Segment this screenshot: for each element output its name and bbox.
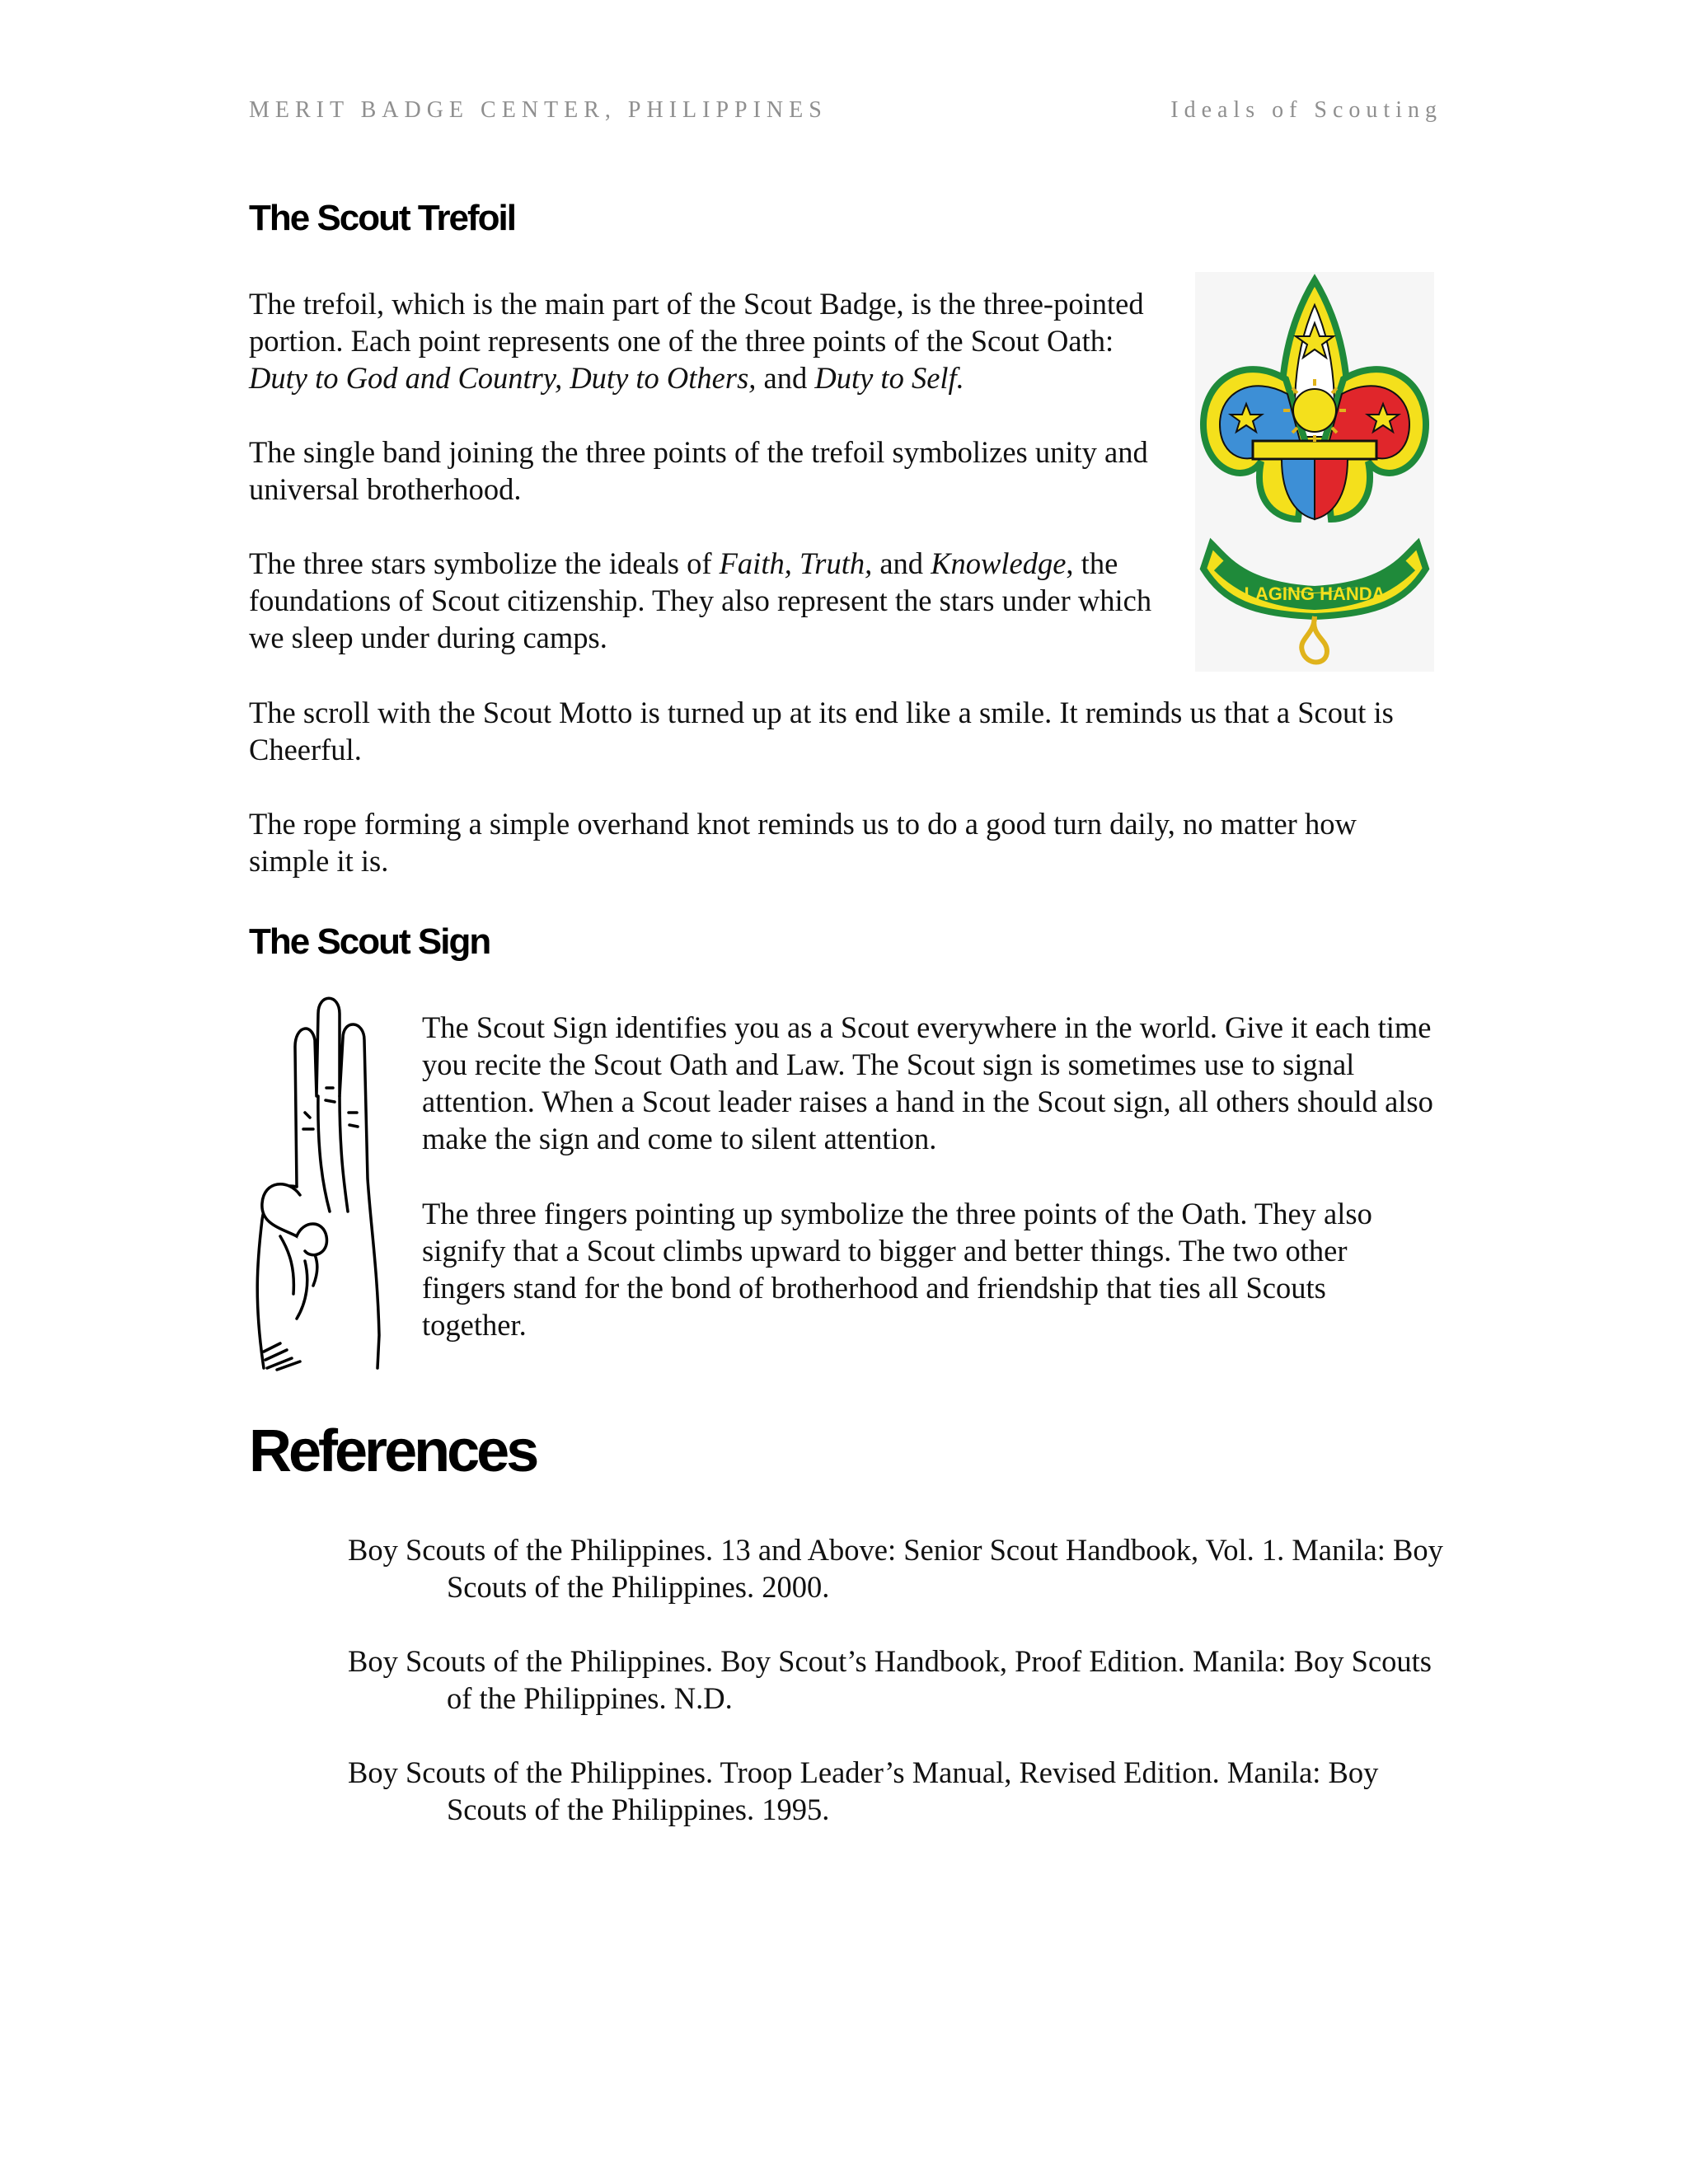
- scout-sign-hand-image: [247, 989, 389, 1383]
- trefoil-paragraph-4: The scroll with the Scout Motto is turned up at its end like a smile. It reminds us that a Scout is Cheerful.: [249, 696, 1394, 766]
- reference-item: Boy Scouts of the Philippines. Troop Leader’s Manual, Revised Edition. Manila: Boy Scouts of the Philippines. 1995.: [348, 1755, 1379, 1826]
- running-header: [249, 97, 1442, 130]
- scout-badge-emblem-icon: [1195, 272, 1434, 672]
- sign-paragraph-2: The three fingers pointing up symbolize the three points of the Oath. They also signify that a Scout climbs upward to bigger and better things. The two other fingers stand for the bond of brotherhood and friendship that ties all Scouts together.: [422, 1197, 1372, 1342]
- scout-sign-hand-icon: [247, 989, 389, 1383]
- header-left: MERIT BADGE CENTER, PHILIPPINES: [249, 97, 828, 123]
- trefoil-paragraph-5: The rope forming a simple overhand knot reminds us to do a good turn daily, no matter how simple it is.: [249, 807, 1357, 878]
- heading-scout-sign: The Scout Sign: [249, 921, 490, 962]
- heading-scout-trefoil: The Scout Trefoil: [249, 198, 515, 238]
- sign-paragraph-1: The Scout Sign identifies you as a Scout everywhere in the world. Give it each time you recite the Scout Oath and Law. The Scout sign is sometimes use to signal attention. When a Scout leader raises a hand in the Scout sign, all others should also make the sign and come to silent attention.: [422, 1010, 1433, 1155]
- trefoil-paragraph-1: The trefoil, which is the main part of the Scout Badge, is the three-pointed portion. Each point represents one of the three points of the Scout Oath: Duty to God and Country, Duty to Others, and Duty to Self.: [249, 287, 1144, 395]
- scout-badge-image: [1195, 272, 1434, 672]
- reference-item: Boy Scouts of the Philippines. 13 and Above: Senior Scout Handbook, Vol. 1. Manila: Boy Scouts of the Philippines. 2000.: [348, 1533, 1443, 1604]
- badge-motto-text: LAGING HANDA: [1244, 583, 1386, 604]
- trefoil-paragraph-3: The three stars symbolize the ideals of Faith, Truth, and Knowledge, the foundations of Scout citizenship. They also represent the stars under which we sleep under during camps.: [249, 546, 1152, 654]
- references-list: [348, 1531, 1444, 1865]
- trefoil-paragraph-2: The single band joining the three points of the trefoil symbolizes unity and universal brotherhood.: [249, 435, 1148, 506]
- header-right: Ideals of Scouting: [1170, 97, 1442, 123]
- reference-item: Boy Scouts of the Philippines. Boy Scout’s Handbook, Proof Edition. Manila: Boy Scouts of the Philippines. N.D.: [348, 1644, 1432, 1715]
- heading-references: References: [249, 1418, 537, 1484]
